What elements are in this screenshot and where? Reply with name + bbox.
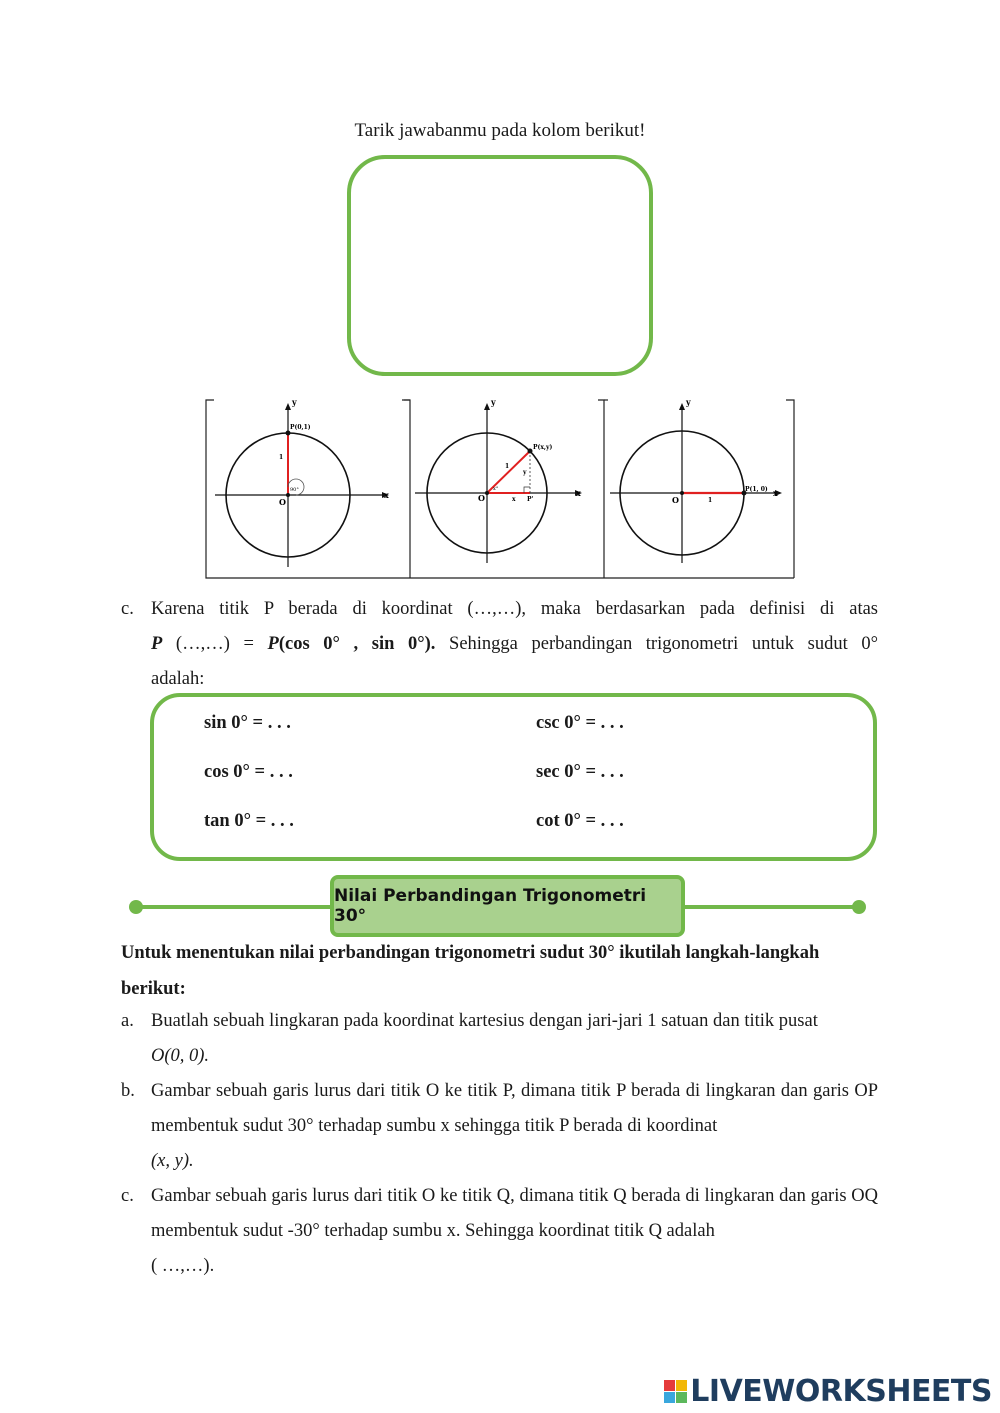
step-b-text: Gambar sebuah garis lurus dari titik O ke titik P, dimana titik P berada di lingkaran dan garis OP membentuk sudut 30° terhadap sumbu x sehingga titik P berada di koordinat — [151, 1081, 878, 1136]
logo-grid-icon — [664, 1380, 688, 1404]
sin-value-blank[interactable]: sin 0° = . . . — [204, 713, 291, 733]
fig1-angle-label: 90° — [290, 487, 299, 493]
step-a-cont: O(0, 0). — [151, 1046, 210, 1066]
fig3-x-label: x — [773, 488, 778, 498]
fig1-origin-label: O — [279, 497, 286, 507]
trig-values-box — [150, 693, 877, 861]
cot-value-blank[interactable]: cot 0° = . . . — [536, 811, 624, 831]
section-heading: Untuk menentukan nilai perbandingan trigonometri sudut 30° ikutilah langkah-langkah berikut: — [121, 943, 820, 999]
cos-value-blank[interactable]: cos 0° = . . . — [204, 762, 293, 782]
step-c — [121, 1179, 878, 1284]
step-a — [121, 1004, 878, 1074]
csc-value-blank[interactable]: csc 0° = . . . — [536, 713, 624, 733]
section-banner: Nilai Perbandingan Trigonometri 30° — [330, 875, 685, 937]
fig3-y-label: y — [686, 397, 691, 407]
step-c-text: Gambar sebuah garis lurus dari titik O ke titik Q, dimana titik Q berada di lingkaran dan garis OQ membentuk sudut -30° terhadap sumbu x. Sehingga koordinat titik Q adalah — [151, 1186, 878, 1241]
step-a-marker: a. — [121, 1011, 134, 1031]
item-c-line3: adalah: — [151, 669, 205, 689]
fig1-point-label: P(0,1) — [290, 424, 311, 431]
item-c-marker: c. — [121, 599, 134, 619]
figure-general-angle — [415, 397, 582, 563]
fig3-radius-label: 1 — [708, 497, 713, 504]
fig3-point-label: P(1, 0) — [745, 486, 768, 493]
fig2-y-label: y — [491, 397, 496, 407]
fig2-y-side-label: y — [523, 469, 527, 476]
step-b-cont: (x, y). — [151, 1151, 194, 1171]
liveworksheets-logo: LIVEWORKSHEETS — [664, 1374, 992, 1409]
step-b-marker: b. — [121, 1081, 135, 1101]
fig2-x-label: x — [576, 488, 581, 498]
banner-left-dot — [129, 900, 143, 914]
step-c-cont: ( …,…). — [151, 1256, 215, 1276]
fig1-y-label: y — [292, 397, 297, 407]
item-c-paragraph — [121, 592, 878, 697]
fig2-origin-label: O — [478, 493, 485, 503]
step-a-text: Buatlah sebuah lingkaran pada koordinat kartesius dengan jari-jari 1 satuan dan titik pusat — [151, 1011, 818, 1031]
fig2-angle-label: x° — [493, 486, 499, 492]
fig2-x-side-label: x — [512, 496, 516, 503]
fig1-x-label: x — [384, 490, 389, 500]
unit-circle-figures — [200, 395, 800, 585]
sec-value-blank[interactable]: sec 0° = . . . — [536, 762, 624, 782]
fig2-point-label: P(x,y) — [533, 444, 553, 451]
tan-value-blank[interactable]: tan 0° = . . . — [204, 811, 294, 831]
instruction-text: Tarik jawabanmu pada kolom berikut! — [354, 120, 646, 141]
figure-0-degree — [610, 397, 782, 563]
item-c-line1: Karena titik P berada di koordinat (…,…), maka berdasarkan pada definisi di atas — [151, 599, 878, 619]
step-b — [121, 1074, 878, 1179]
answer-drop-zone[interactable] — [347, 155, 653, 376]
fig3-origin-label: O — [672, 495, 679, 505]
banner-right-dot — [852, 900, 866, 914]
fig2-foot-label: P' — [527, 496, 534, 503]
step-c-marker: c. — [121, 1186, 134, 1206]
figure-90-degree — [215, 397, 389, 567]
fig2-hyp-label: 1 — [505, 463, 510, 470]
item-c-line2: P (…,…) = P(cos 0° , sin 0°). Sehingga perbandingan trigonometri untuk sudut 0° — [151, 634, 878, 654]
fig1-radius-label: 1 — [279, 454, 284, 461]
